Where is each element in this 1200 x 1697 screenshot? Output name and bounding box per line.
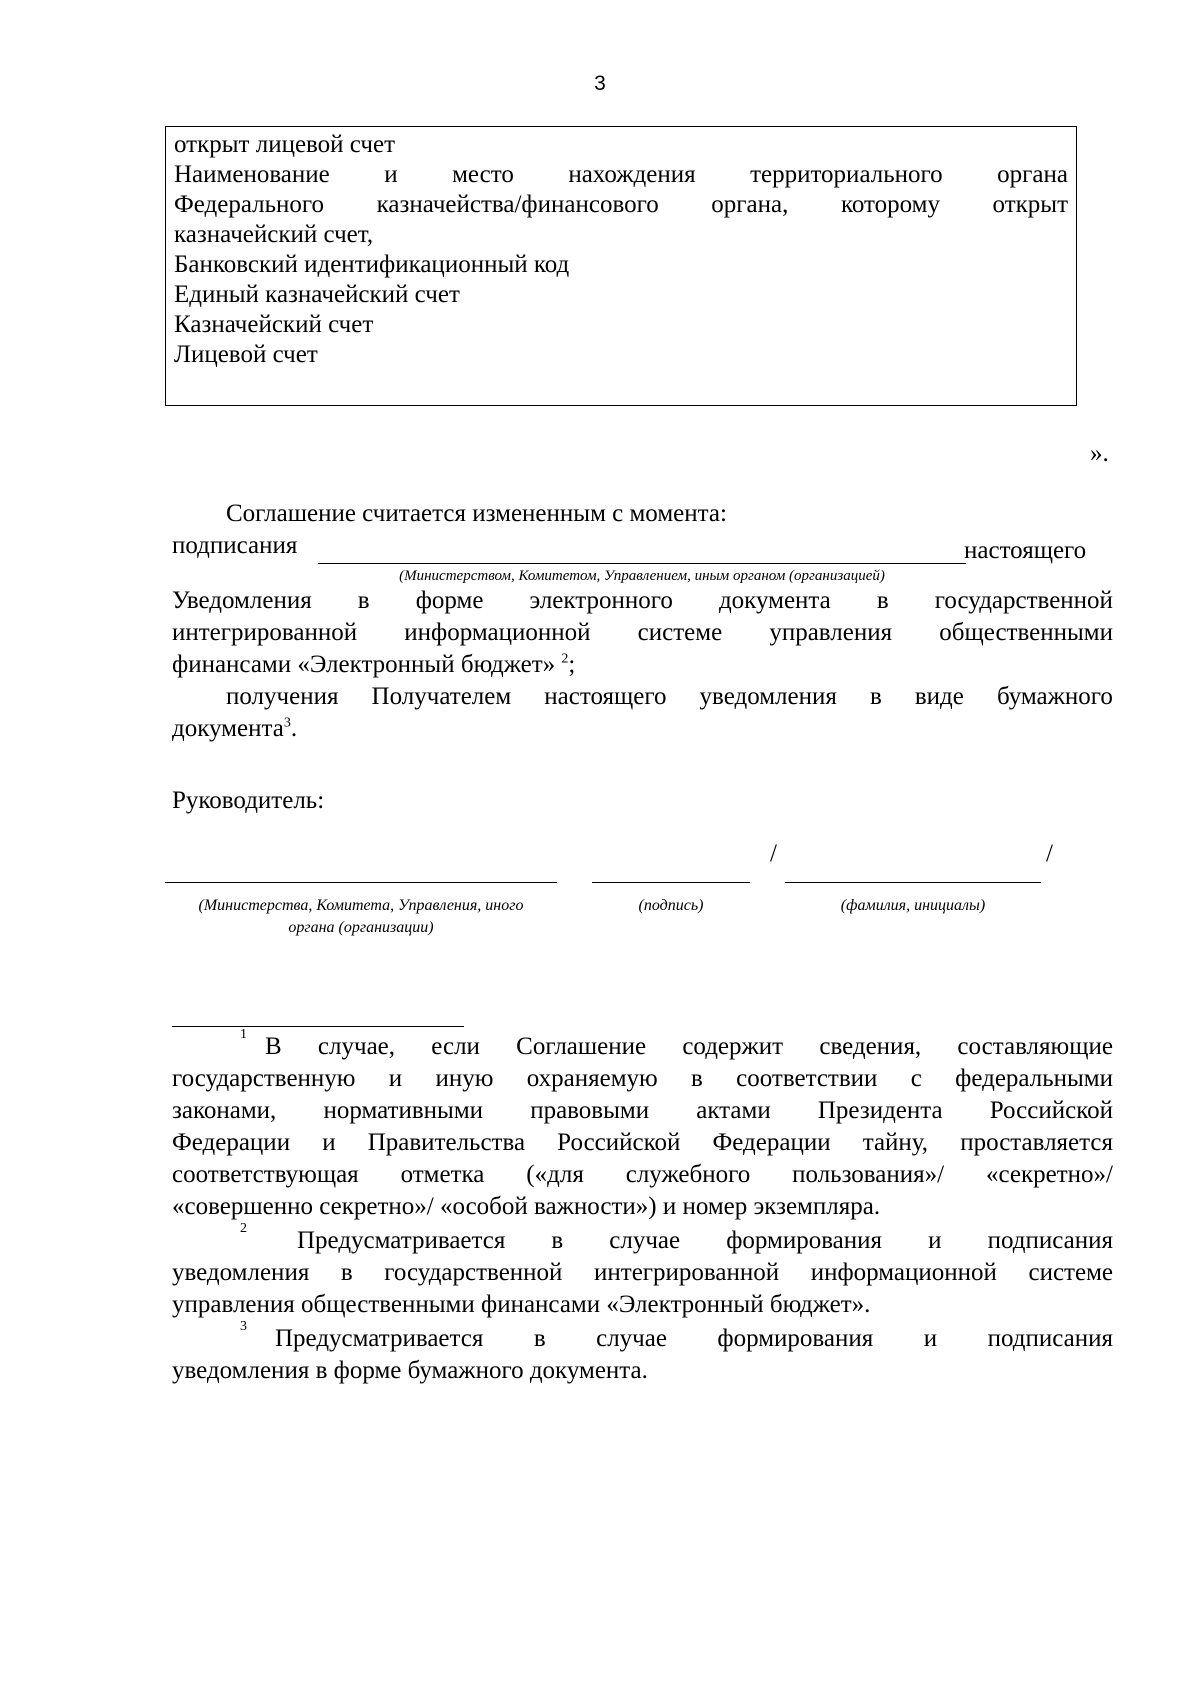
word: Предусматривается: [275, 1325, 484, 1352]
word: открыт: [992, 191, 1068, 218]
org-caption-line: (Министерства, Комитета, Управления, иного: [198, 897, 524, 914]
word: органа,: [711, 191, 789, 218]
word: в: [876, 587, 889, 614]
org-caption-line: органа (организации): [288, 919, 434, 936]
footnote-1-line: [172, 1063, 1113, 1095]
word: и: [384, 161, 398, 188]
word: Предусматривается: [297, 1227, 506, 1254]
footnote-mark: 3: [240, 1319, 247, 1334]
box-line: Единый казначейский счет: [174, 281, 460, 308]
intro-paragraph: Соглашение считается измененным с момента:: [226, 500, 727, 527]
word: казначейства/финансового: [376, 191, 659, 218]
word: подписания: [987, 1325, 1113, 1352]
word: случае,: [317, 1033, 396, 1060]
page-number: 3: [594, 72, 606, 95]
word: государственной: [934, 587, 1113, 614]
word: органа: [997, 161, 1068, 188]
word: документа: [718, 587, 831, 614]
word: формирования: [726, 1227, 883, 1254]
word: с: [910, 1065, 922, 1092]
footnote-mark: 2: [240, 1221, 247, 1236]
word: проставляется: [960, 1129, 1113, 1156]
word: в: [340, 1259, 353, 1286]
notice-line: [172, 585, 1113, 617]
word: в: [869, 683, 882, 710]
notice-line: [172, 617, 1113, 649]
separator-slash: /: [770, 840, 777, 867]
word: территориального: [750, 161, 943, 188]
word: («для: [526, 1161, 584, 1188]
word: тайну,: [862, 1129, 929, 1156]
word: в: [551, 1227, 564, 1254]
footnote-2-line: [172, 1257, 1113, 1289]
footnote-1-line: [172, 1127, 1113, 1159]
word: управления: [769, 619, 893, 646]
footnote-mark: 1: [240, 1027, 247, 1042]
notice-text: финансами «Электронный бюджет»: [172, 651, 556, 678]
word: в: [357, 587, 370, 614]
requisites-box: [165, 126, 1077, 406]
word: информационной: [404, 619, 591, 646]
receipt-line: [172, 713, 1113, 745]
word: и: [923, 1325, 938, 1352]
word: формирования: [717, 1325, 874, 1352]
word: случае: [596, 1325, 667, 1352]
word: содержит: [682, 1033, 784, 1060]
word: государственной: [384, 1259, 563, 1286]
org-caption: [165, 895, 557, 939]
footnote-1-line: «совершенно секретно»/ «особой важности») и номер экземпляра.: [172, 1193, 881, 1220]
word: виде: [914, 683, 964, 710]
word: системе: [637, 619, 723, 646]
word: место: [452, 161, 514, 188]
footnote-2-line: [240, 1221, 1113, 1257]
word: актами: [696, 1097, 771, 1124]
word: сведения,: [819, 1033, 922, 1060]
word: настоящего: [544, 683, 667, 710]
sign-line: [592, 882, 750, 883]
box-line: казначейский счет,: [174, 221, 374, 248]
word: если: [431, 1033, 480, 1060]
receipt-line: [226, 681, 1113, 713]
word: и: [322, 1129, 336, 1156]
word: Российской: [989, 1097, 1113, 1124]
footnote-1-line: [172, 1159, 1113, 1191]
box-line: [174, 159, 1068, 191]
word: и: [928, 1227, 942, 1254]
box-line: [174, 189, 1068, 221]
word: составляющие: [957, 1033, 1113, 1060]
word: общественными: [939, 619, 1113, 646]
word: случае: [609, 1227, 681, 1254]
footnote-separator: [172, 1026, 464, 1027]
footnote-1-line: [172, 1095, 1113, 1127]
word: в: [533, 1325, 546, 1352]
word: служебного: [625, 1161, 751, 1188]
word: нормативными: [323, 1097, 484, 1124]
word: Соглашение: [516, 1033, 647, 1060]
receipt-text: документа: [172, 715, 284, 742]
footnote-1-words: [265, 1031, 1113, 1063]
word: Президента: [817, 1097, 943, 1124]
org-signature-line: [165, 882, 557, 883]
word: получения: [226, 683, 339, 710]
box-line: Банковский идентификационный код: [174, 251, 570, 278]
word: законами,: [172, 1097, 277, 1124]
word: нахождения: [568, 161, 696, 188]
word: электронного: [529, 587, 673, 614]
word: бумажного: [996, 683, 1113, 710]
sign-caption: (подпись): [638, 897, 704, 914]
word: системе: [1028, 1259, 1113, 1286]
signing-fill-line: [318, 563, 966, 564]
word: и: [388, 1065, 403, 1092]
signing-right-word: настоящего: [964, 537, 1087, 564]
word: соответствующая: [172, 1161, 359, 1188]
word: в: [691, 1065, 703, 1092]
signing-word: подписания: [172, 532, 298, 559]
word: Российской: [557, 1129, 681, 1156]
footnote-3-words: [275, 1323, 1113, 1355]
head-label: Руководитель:: [172, 787, 325, 814]
word: правовыми: [530, 1097, 650, 1124]
word: В: [265, 1033, 282, 1060]
footnote-ref-3[interactable]: 3: [283, 715, 291, 731]
word: пользования»/: [792, 1161, 945, 1188]
word: интегрированной: [594, 1259, 780, 1286]
notice-line: [172, 649, 1113, 681]
footnote-2-line: управления общественными финансами «Электронный бюджет».: [172, 1291, 871, 1318]
box-line: Лицевой счет: [174, 341, 318, 368]
footnote-2-words: [297, 1225, 1113, 1257]
footnote-ref-2[interactable]: 2: [561, 651, 569, 667]
closing-quote: ».: [1090, 440, 1109, 467]
receipt-end: .: [290, 715, 298, 742]
word: отметка: [400, 1161, 485, 1188]
word: государственную: [172, 1065, 356, 1092]
footnote-1-line: [240, 1027, 1113, 1063]
name-line: [785, 882, 1041, 883]
box-line: Казначейский счет: [174, 311, 374, 338]
notice-end: ;: [568, 651, 576, 678]
word: информационной: [810, 1259, 997, 1286]
word: интегрированной: [172, 619, 358, 646]
word: Уведомления: [172, 587, 312, 614]
word: Получателем: [371, 683, 512, 710]
word: подписания: [987, 1227, 1113, 1254]
box-line: открыт лицевой счет: [174, 131, 395, 158]
signing-caption: (Министерством, Комитетом, Управлением, иным органом (организацией): [399, 568, 885, 584]
word: «секретно»/: [986, 1161, 1113, 1188]
separator-slash: /: [1046, 840, 1053, 867]
word: Наименование: [174, 161, 330, 188]
word: Федерации: [712, 1129, 831, 1156]
word: уведомления: [172, 1259, 310, 1286]
word: которому: [840, 191, 940, 218]
word: Федерального: [174, 191, 325, 218]
footnote-3-line: [240, 1319, 1113, 1355]
word: охраняемую: [526, 1065, 658, 1092]
footnote-3-line: уведомления в форме бумажного документа.: [172, 1357, 648, 1384]
word: Федерации: [172, 1129, 291, 1156]
word: федеральными: [955, 1065, 1113, 1092]
word: форме: [415, 587, 484, 614]
word: Правительства: [367, 1129, 526, 1156]
name-caption: (фамилия, инициалы): [840, 897, 986, 914]
word: уведомления: [699, 683, 837, 710]
word: иную: [435, 1065, 494, 1092]
word: соответствии: [736, 1065, 878, 1092]
